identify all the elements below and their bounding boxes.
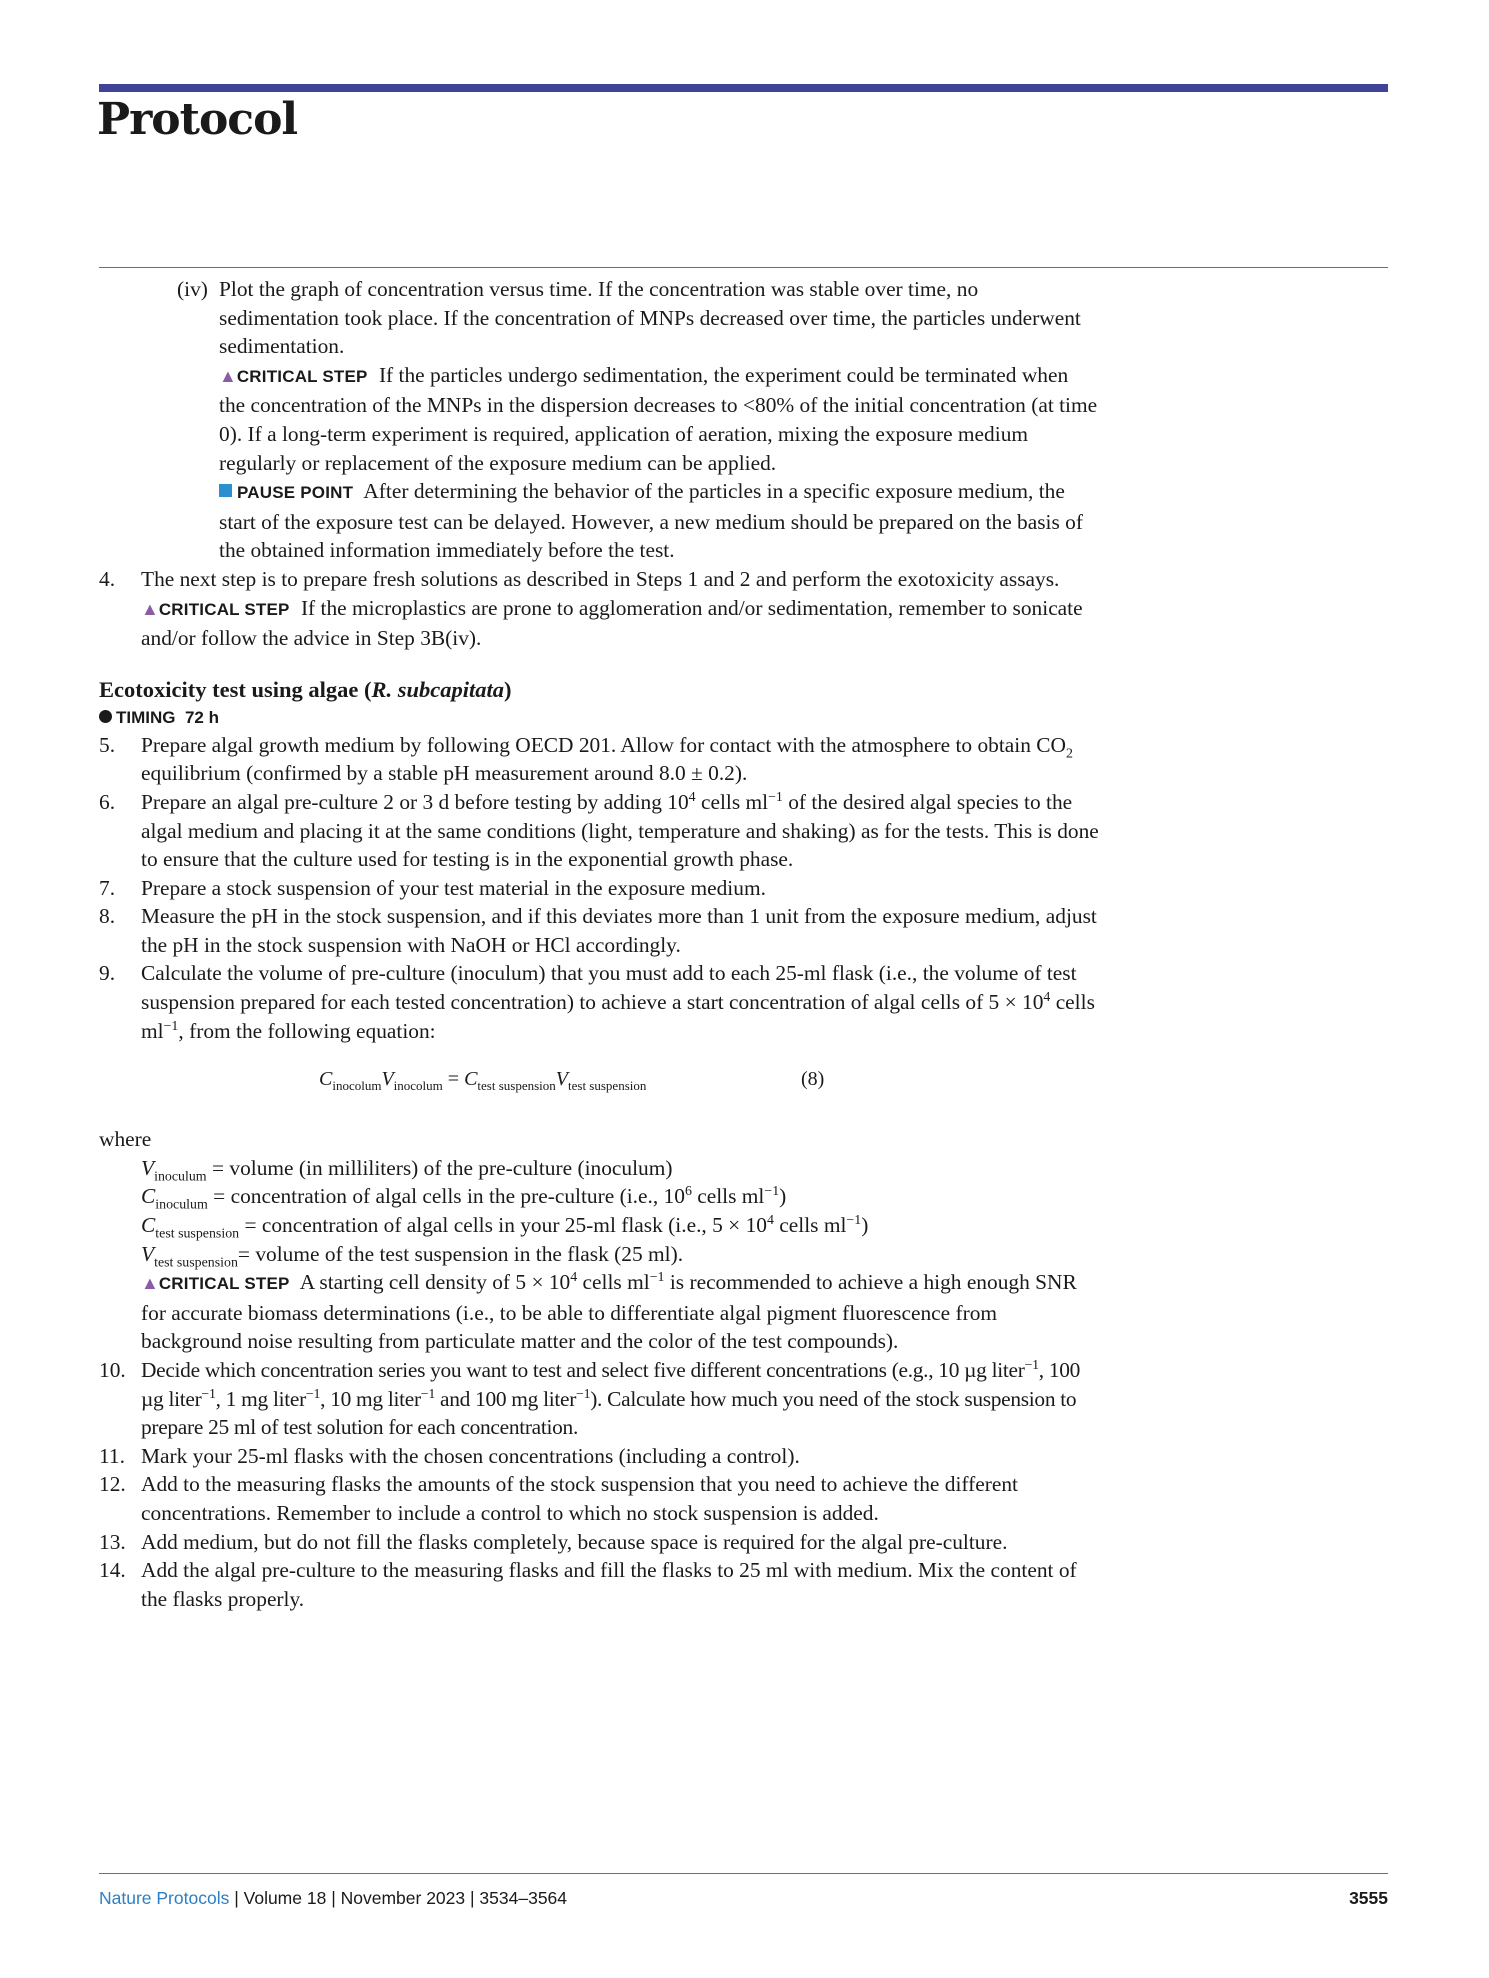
journal-volume: Volume 18 [243,1888,327,1908]
critical-step-label: CRITICAL STEP [158,599,290,619]
triangle-icon: ▲ [219,365,237,386]
step-text: Add to the measuring flasks the amounts of the stock suspension that you need to achieve the different concentrations. Remember to include a control to which no stock suspension is added. [141,1472,1019,1525]
pause-point-text: After determining the behavior of the particles in a specific exposure medium, the start of the exposure test can be delayed. However, a new medium should be prepared on the basis of the obtained information immediately before the test. [219,479,1083,563]
step-number: 11. [99,1443,125,1468]
square-icon [219,484,232,497]
substep-iv [177,275,1099,565]
step-number: 6. [99,789,116,814]
pause-point-label: PAUSE POINT [237,483,354,503]
main-content [99,275,1099,1613]
step-text: Prepare algal growth medium by following OECD 201. Allow for contact with the atmosphere to obtain $CO_2$ equilibrium (confirmed by a stable pH measurement around 8.0 ± 0.2). [141,732,1073,786]
step-9 [99,959,1099,1045]
article-page-range: 3534–3564 [479,1888,568,1908]
timing-value: 72 h [184,707,219,727]
substep-number: (iv) [177,277,208,301]
step-10 [99,1356,1099,1442]
header-divider [99,267,1388,268]
equation-formula: $C_{inocolum}V_{inocolum} = C_{test suspension}V_{test suspension}$ [319,1068,647,1094]
page-header-title: Protocol [97,94,298,145]
critical-step-note [141,1268,1099,1356]
critical-step-label: CRITICAL STEP [236,366,368,386]
footer-divider [99,1873,1388,1874]
pause-point-note [219,477,1099,565]
step-14 [99,1556,1099,1613]
step-6 [99,788,1099,874]
step-number: 10. [99,1358,126,1382]
step-number: 14. [99,1558,126,1583]
page-number: 3555 [1349,1888,1388,1908]
step-7 [99,874,1099,903]
step-text: Prepare an algal pre-culture 2 or 3 d before testing by adding $10^4$ cells $ml^{-1}$ of the desired algal species to the algal medium and placing it at the same conditions (light, temperature and shaking) as for the tests. This is done to ensure that the culture used for testing is in the exponential growth phase. [141,789,1099,872]
step-12 [99,1470,1099,1527]
critical-step-note [141,594,1099,653]
journal-name: Nature Protocols [99,1888,230,1908]
step-number: 9. [99,961,116,986]
critical-step-text: If the microplastics are prone to agglomeration and/or sedimentation, remember to sonicate and/or follow the advice in Step 3B(iv). [141,595,1083,651]
definition-v-inoculum: $V_{inoculum}$ = volume (in milliliters) of the pre-culture (inoculum) [141,1155,673,1185]
definition-v-test-suspension: $V_{test suspension}=$ volume of the test suspension in the flask (25 ml). [141,1241,684,1270]
step-5 [99,731,1099,788]
step-13 [99,1528,1099,1557]
step-text: Prepare a stock suspension of your test material in the exposure medium. [141,875,766,900]
step-text: Add medium, but do not fill the flasks completely, because space is required for the algal pre-culture. [141,1529,1008,1554]
critical-step-text: A starting cell density of $5 \times 10^4$ cells $ml^{-1}$ is recommended to achieve a high enough SNR for accurate biomass determinations (i.e., to be able to differentiate algal pigment fluorescence from background noise resulting from particulate matter and the color of the test compounds). [141,1270,1077,1354]
equation-number: (8) [801,1068,825,1091]
page-footer [99,1888,1388,1909]
timing-line [99,705,1099,731]
step-text: Calculate the volume of pre-culture (inoculum) that you must add to each 25-ml flask (i.e., the volume of test suspension prepared for each tested concentration) to achieve a start concentration of algal cells of $5 \times 10^4$ cells $ml^{-1}$, from the following equation: [141,961,1095,1043]
step-number: 7. [99,875,116,900]
step-8 [99,902,1099,959]
step-text: Mark your 25-ml flasks with the chosen concentrations (including a control). [141,1443,800,1468]
header-accent-bar [99,84,1388,92]
critical-step-text: If the particles undergo sedimentation, the experiment could be terminated when the concentration of the MNPs in the dispersion decreases to <80% of the initial concentration (at time 0). If a long-term experiment is required, application of aeration, mixing the exposure medium regularly or replacement of the exposure medium can be applied. [219,362,1098,475]
step-number: 5. [99,732,116,757]
step-number: 8. [99,904,116,929]
equation-8 [99,1045,1099,1125]
step-number: 13. [99,1529,126,1554]
step-text: Decide which concentration series you want to test and select five different concentrations (e.g., 10 µg liter$^{-1}$, 100 µg liter$^{-1}$, 1 mg liter$^{-1}$, 10 mg liter$^{-1}$ and 100 mg liter$^{-1}$). Calculate how much you need of the stock suspension to prepare 25 ml of test solution for each concentration. [141,1357,1081,1440]
step-4 [99,565,1099,653]
substep-text: Plot the graph of concentration versus time. If the concentration was stable over time, no sedimentation took place. If the concentration of MNPs decreased over time, the particles underwent sedimentation. [219,277,1081,359]
step-text: Measure the pH in the stock suspension, and if this deviates more than 1 unit from the exposure medium, adjust the pH in the stock suspension with NaOH or HCl accordingly. [141,904,1097,957]
section-title-prefix: Ecotoxicity test using algae ( [99,676,372,702]
critical-step-note [219,361,1099,477]
critical-step-label: CRITICAL STEP [158,1274,290,1294]
step-11 [99,1442,1099,1471]
definition-c-inoculum: $C_{inoculum}$ = concentration of algal cells in the pre-culture (i.e., $10^6$ cells $ml^{-1}$) [141,1184,787,1213]
footer-separator: | [326,1888,341,1908]
step-text: The next step is to prepare fresh solutions as described in Steps 1 and 2 and perform the exotoxicity assays. [141,566,1060,591]
step-text: Add the algal pre-culture to the measuring flasks and fill the flasks to 25 ml with medium. Mix the content of the flasks properly. [141,1558,1077,1611]
section-heading [99,675,1099,705]
where-label: where [99,1127,152,1152]
footer-separator: | [229,1888,244,1908]
section-title-species: R. subcapitata [371,676,504,702]
publication-date: November 2023 [340,1888,466,1908]
triangle-icon: ▲ [141,1273,159,1294]
step-number: 4. [99,566,116,591]
definition-c-test-suspension: $C_{test suspension}$ = concentration of algal cells in your 25-ml flask (i.e., $5 \times 10^4$ cells $ml^{-1}$) [141,1212,869,1242]
step-number: 12. [99,1472,126,1497]
filled-circle-icon [99,710,112,723]
variable-definitions [141,1154,1099,1356]
footer-separator: | [465,1888,480,1908]
section-title-suffix: ) [504,676,512,702]
triangle-icon: ▲ [141,598,159,619]
timing-label: TIMING [116,707,176,727]
